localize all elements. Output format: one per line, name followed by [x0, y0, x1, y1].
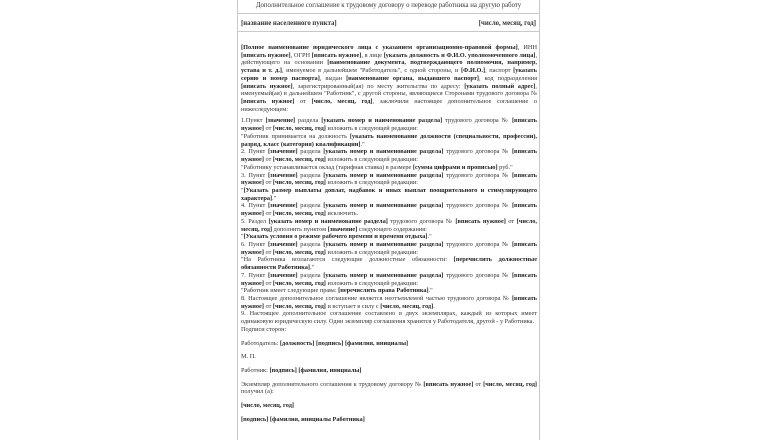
signatures-heading: Подписи сторон:	[241, 325, 287, 333]
clause-line-2: "Работник принимается на должность [указать наименование должности (специальности, профессии), разряд, класс (категория) квалификации]."	[241, 132, 538, 148]
document-body	[238, 32, 539, 424]
clause-line-14: 8. Настоящее дополнительное соглашение является неотъемлемой частью трудового договора № [вписать нужное] от [число, месяц, год] и вступает в силу с [число, месяц, год].	[241, 295, 537, 310]
document-page	[237, 0, 540, 440]
clause-line-10: 6. Пункт [значение] раздела [указать номер и наименование раздела] трудового договора № [вписать нужное] от [число, месяц, год] изложить в следующей редакции:	[241, 240, 537, 256]
received-signature: [подпись] [фамилия, инициалы Работника]	[241, 415, 365, 423]
clause-line-9: "[Указать условия о режиме рабочего времени и времени отдыха]."	[241, 233, 432, 241]
clause-line-3: 2. Пункт [значение] раздела [указать номер и наименование раздела] трудового договора № [вписать нужное] от [число, месяц, год] изложить в следующей редакции:	[241, 148, 537, 164]
place-date-row	[238, 14, 539, 32]
stamp-mark: М. П.	[241, 353, 256, 361]
date-field: [число, месяц, год]	[478, 20, 536, 27]
clause-line-8: 5. Раздел [указать номер и наименование раздела] трудового договора № [вписать нужное] от [число, месяц, год] дополнить пунктом [значение] следующего содержания:	[241, 217, 537, 233]
document-title: Дополнительное соглашение к трудовому договору о переводе работника на другую работу	[238, 0, 539, 14]
clause-line-5: 3. Пункт [значение] раздела [указать номер и наименование раздела] трудового договора № [вписать нужное] от [число, месяц, год] изложить в следующей редакции:	[241, 171, 537, 187]
clause-line-13: "Работник имеет следующие права: [перечислить права Работника]."	[241, 287, 433, 295]
employee-signature: Работник: [подпись] [фамилия, инициалы]	[241, 367, 362, 375]
intro-paragraph: [Полное наименование юридического лица с указанием организационно-правовой формы], ИНН [вписать нужное], ОГРН [вписать нужное], в лице [указать должность и Ф.И.О. уполномоченного лица], действующего на основании [наименование документа, подтверждающего полномочия, например, устава и т. д.], именуемое в дальнейшем "Работодатель", с одной стороны, и [Ф.И.О.], паспорт [указать серию и номер паспорта], выдан [наименование органа, выдавшего паспорт], код подразделения [вписать нужное], зарегистрированный(ая) по месту жительства по адресу: [указать полный адрес], именуемый(ая) в дальнейшем "Работник", с другой стороны, являющиеся Сторонами трудового договора № [вписать нужное] от [число, месяц, год], заключили настоящее дополнительное соглашение о нижеследующем:	[241, 44, 538, 113]
clauses-list	[241, 117, 537, 325]
clause-line-12: 7. Пункт [значение] раздела [указать номер и наименование раздела] трудового договора № [вписать нужное] от [число, месяц, год] изложить в следующей редакции:	[241, 271, 537, 287]
clause-line-1: 1.Пункт [значение] раздела [указать номер и наименование раздела] трудового договора № [вписать нужное] от [число, месяц, год] изложить в следующей редакции:	[241, 117, 537, 133]
employer-signature: Работодатель: [должность] [подпись] [фамилия, инициалы]	[241, 339, 409, 347]
clause-line-15: 9. Настоящее дополнительное соглашение составлено в двух экземплярах, каждый из которых имеет одинаковую юридическую силу. Один экземпляр соглашения хранится у Работодателя, другой - у Работника.	[241, 310, 537, 326]
place-field: [название населенного пункта]	[241, 20, 337, 27]
clause-line-6: "[Указать размер выплаты доплат, надбавок и иных выплат поощрительного и стимулирующего характера]."	[241, 186, 537, 202]
clause-line-4: "Работнику устанавливается оклад (тарифная ставка) в размере [сумма цифрами и прописью] руб."	[241, 163, 513, 171]
copy-received-text: Экземпляр дополнительного соглашения к трудовому договору № [вписать нужное] от [число, месяц, год] получил (а):	[241, 380, 537, 396]
clause-line-11: "На Работника возлагаются следующие должностные обязанности: [перечислить должностные обязанности Работника]."	[241, 256, 537, 272]
clause-line-7: 4. Пункт [значение] раздела [указать номер и наименование раздела] трудового договора № [вписать нужное] от [число, месяц, год] исключить.	[241, 202, 537, 218]
received-date: [число, месяц, год]	[241, 402, 294, 410]
